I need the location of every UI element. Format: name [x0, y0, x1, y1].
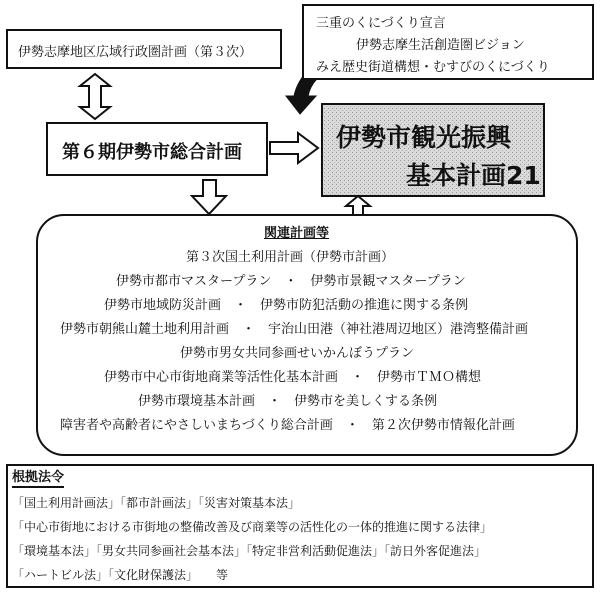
mie-plan-1: 三重のくにづくり宣言	[316, 16, 446, 31]
arrow-general-to-related	[192, 180, 226, 214]
laws-line-1: 「国土利用計画法」「都市計画法」「災害対策基本法」	[12, 496, 301, 510]
laws-line-2: 「中心市街地における市街地の整備改善及び商業等の活性化の一体的推進に関する法律」	[12, 520, 493, 534]
general-plan-title: 第６期伊勢市総合計画	[62, 142, 242, 163]
laws-line-4: 「ハートビル法」「文化財保護法」 等	[12, 568, 229, 582]
related-plan-1: 第３次国土利用計画（伊勢市計画）	[186, 250, 395, 265]
general-plan-box	[46, 122, 268, 176]
related-plan-4: 伊勢市朝熊山麓土地利用計画 ・ 宇治山田港（神社港周辺地区）港湾整備計画	[60, 322, 529, 337]
laws-title: 根拠法令	[12, 470, 64, 488]
mie-plan-3: みえ歴史街道構想・むすびのくにづくり	[316, 60, 550, 75]
mie-plan-2: 伊勢志摩生活創造圏ビジョン	[356, 38, 525, 53]
related-plan-7: 伊勢市環境基本計画 ・ 伊勢市を美しくする条例	[138, 394, 438, 409]
related-plans-box	[36, 214, 578, 456]
related-plan-5: 伊勢市男女共同参画せいかんぼうプラン	[180, 346, 415, 361]
related-plans-title: 関連計画等	[264, 226, 330, 241]
double-arrow-regional	[80, 74, 110, 119]
tourism-plan-title-line1: 伊勢市観光振興	[336, 123, 512, 152]
tourism-plan-title-line2: 基本計画21	[406, 161, 541, 190]
regional-plan-box	[6, 29, 282, 69]
mie-plans-box	[302, 4, 594, 80]
laws-box	[6, 464, 594, 588]
related-plan-8: 障害者や高齢者にやさしいまちづくり総合計画 ・ 第２次伊勢市情報化計画	[60, 418, 515, 433]
related-plan-3: 伊勢市地域防災計画 ・ 伊勢市防犯活動の推進に関する条例	[104, 298, 469, 313]
regional-plan-text: 伊勢志摩地区広域行政圏計画（第３次）	[18, 45, 253, 60]
related-plan-6: 伊勢市中心市街地商業等活性化基本計画 ・ 伊勢市ＴＭＯ構想	[104, 370, 482, 385]
arrow-general-to-tourism	[270, 133, 318, 163]
tourism-plan-box	[322, 104, 544, 196]
related-plan-2: 伊勢市都市マスタープラン ・ 伊勢市景観マスタープラン	[116, 274, 466, 289]
laws-line-3: 「環境基本法」「男女共同参画社会基本法」「特定非営利活動促進法」「訪日外客促進法」	[12, 544, 487, 558]
